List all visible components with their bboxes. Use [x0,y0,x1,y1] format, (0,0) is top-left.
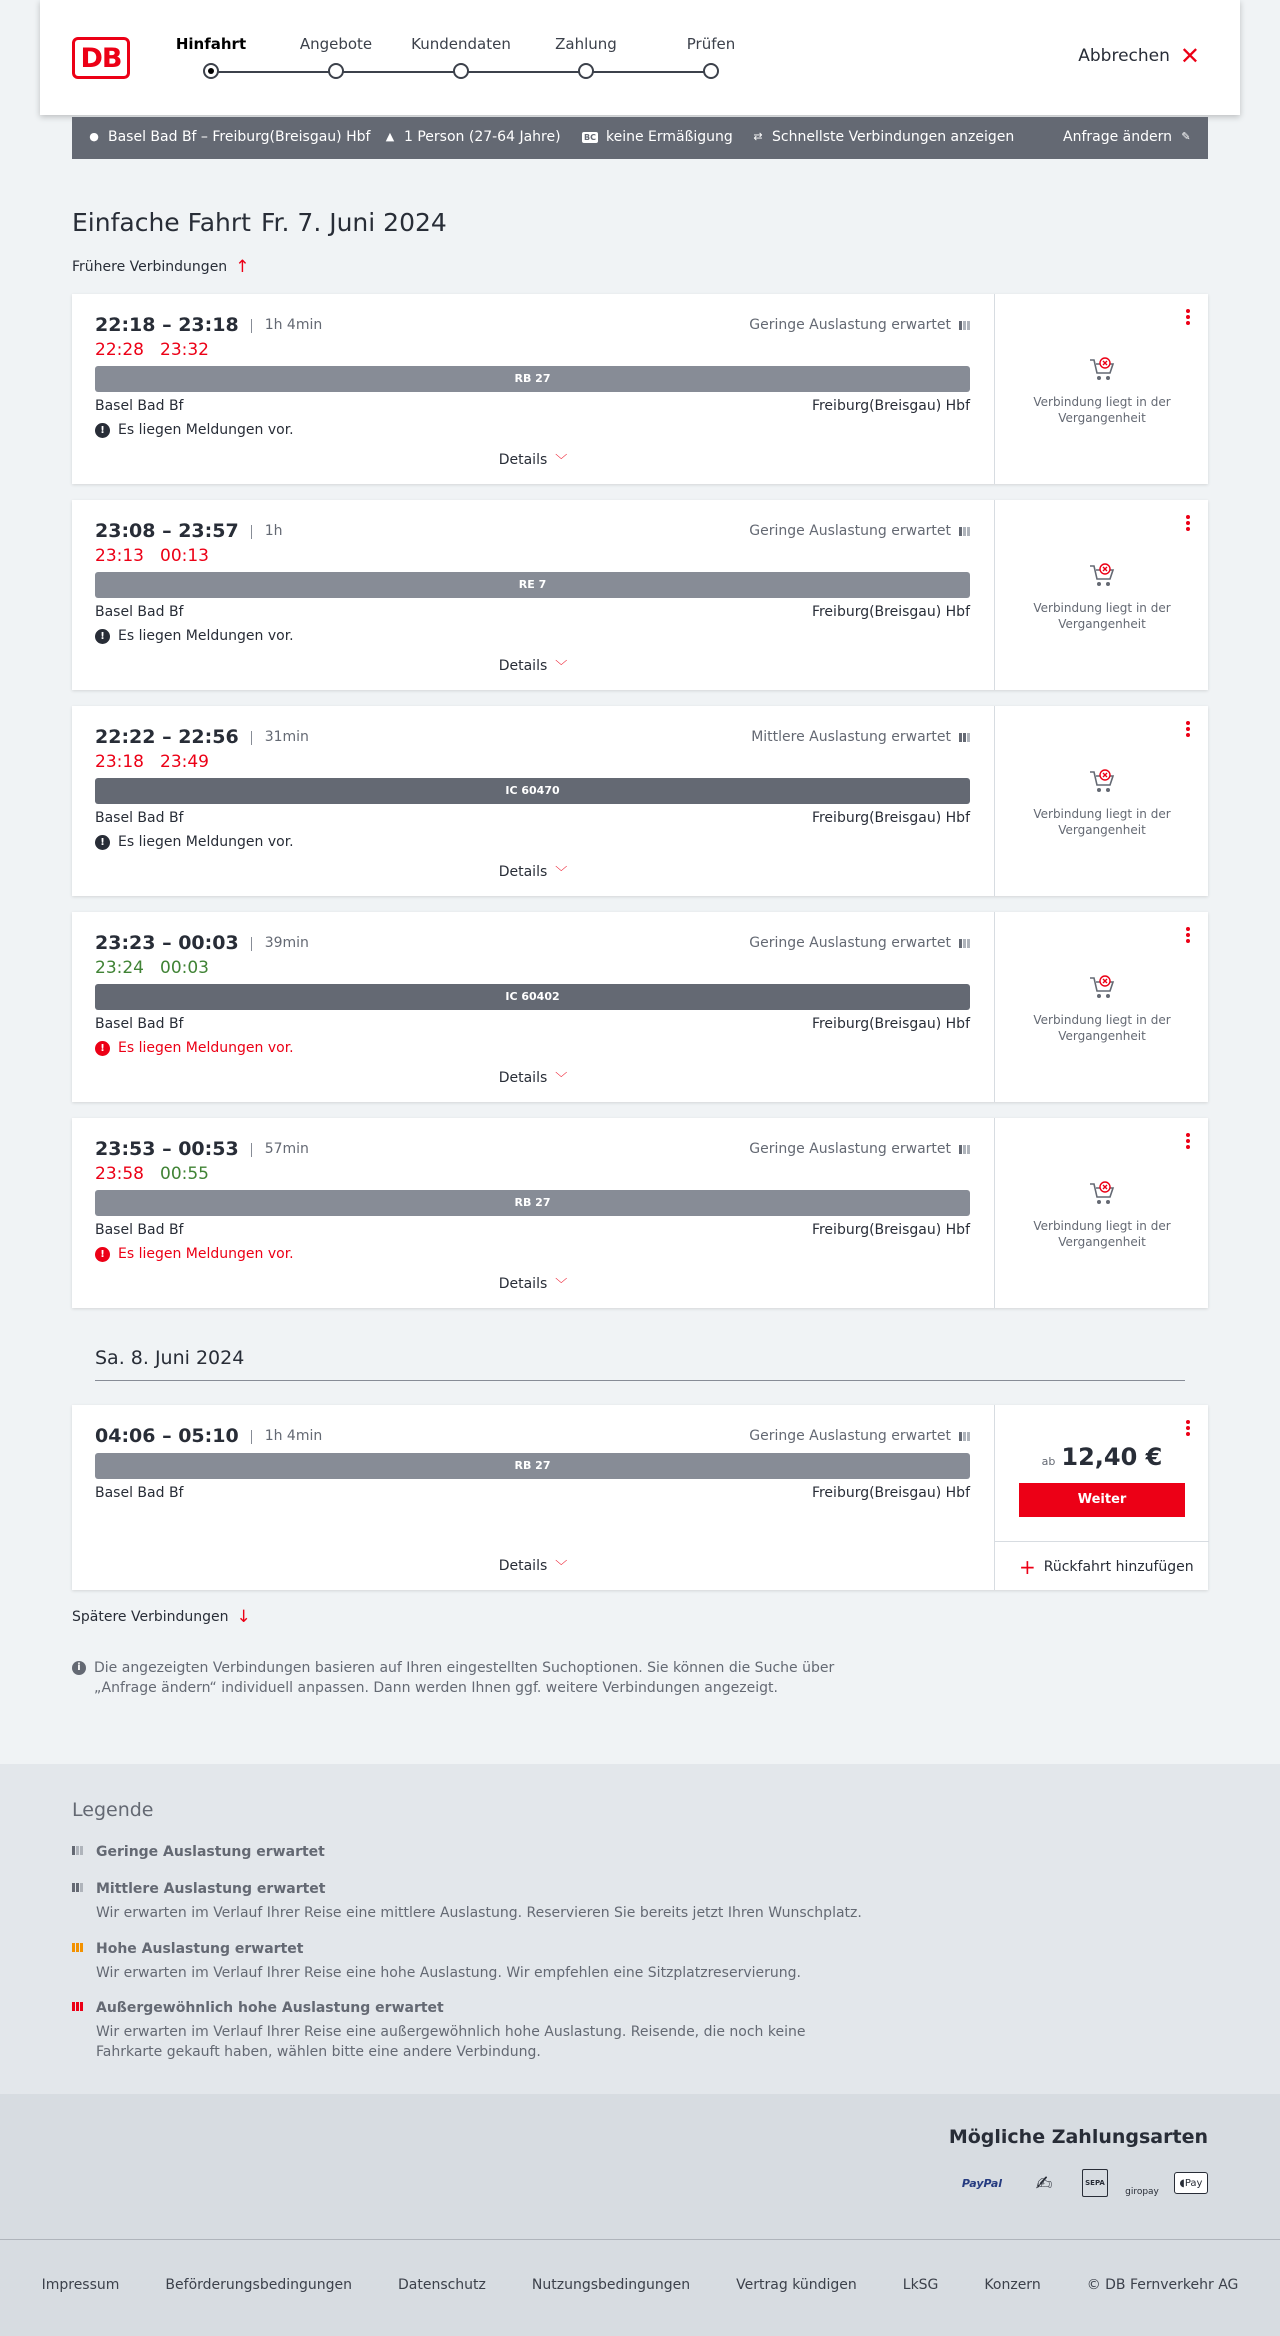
notice-text: Es liegen Meldungen vor. [118,834,294,850]
details-toggle[interactable] [72,1069,994,1086]
notice-message[interactable] [95,1040,294,1056]
realtime-arrival: 23:32 [160,340,209,360]
more-options-icon[interactable] [1182,515,1194,533]
notice-message[interactable] [95,628,294,644]
low-load-icon [959,527,970,536]
duration: 39min [251,935,309,951]
connection-info [72,1405,994,1590]
arrival-station: Freiburg(Breisgau) Hbf [811,1016,970,1032]
apple-icon: ◖ [1179,2177,1185,2189]
earlier-connections-link[interactable] [72,257,249,277]
legend-item-title: Hohe Auslastung erwartet [96,1941,304,1957]
train-bar[interactable]: IC 60470 [95,778,970,804]
departure-station: Basel Bad Bf [95,1016,184,1032]
footer-links [0,2277,1280,2293]
step-zahlung: Zahlung [555,35,617,53]
legend-item-title: Geringe Auslastung erwartet [96,1844,325,1860]
discount-info [582,129,733,145]
connection-times [95,520,282,542]
load-indicator [749,523,970,539]
high-load-icon [72,1943,83,1952]
connection-info [72,912,994,1102]
connection-card[interactable] [72,500,1208,690]
connection-times [95,932,309,954]
day-separator: Sa. 8. Juni 2024 [95,1347,245,1369]
chevron-down-icon: ﹀ [555,1071,568,1085]
add-return-label: Rückfahrt hinzufügen [1043,1559,1194,1575]
load-text: Geringe Auslastung erwartet [749,317,951,333]
step-hinfahrt: Hinfahrt [175,35,247,53]
more-options-icon[interactable] [1182,1133,1194,1151]
apple-pay-label: Pay [1184,2177,1203,2189]
low-load-icon [959,1432,970,1441]
route-info [88,129,370,145]
arrival-station: Freiburg(Breisgau) Hbf [811,604,970,620]
fastest-toggle[interactable] [752,129,1014,145]
connection-card[interactable] [72,912,1208,1102]
details-toggle[interactable] [72,863,994,880]
details-label: Details [498,864,548,880]
train-bar[interactable]: RE 7 [95,572,970,598]
giropay-icon: giropay [1125,2187,1159,2197]
departure-station: Basel Bad Bf [95,1485,184,1501]
past-connection-status [995,766,1209,838]
person-icon: ▲ [385,130,395,143]
arrival-station: Freiburg(Breisgau) Hbf [811,398,970,414]
load-text: Geringe Auslastung erwartet [749,1141,951,1157]
persons-text: 1 Person (27-64 Jahre) [404,129,561,145]
load-text: Geringe Auslastung erwartet [749,1428,951,1444]
realtime-departure: 23:24 [95,958,144,978]
persons-info [384,129,561,145]
load-text: Mittlere Auslastung erwartet [751,729,951,745]
step-dot-kundendaten [453,63,469,79]
search-summary-bar [72,117,1208,159]
offer-panel [994,1405,1208,1590]
load-indicator [749,935,970,951]
bahncard-icon: BC [584,132,596,142]
details-label: Details [498,1070,548,1086]
chevron-down-icon: ﹀ [555,1559,568,1573]
fastest-text: Schnellste Verbindungen anzeigen [772,129,1015,145]
legend-item-desc: Wir erwarten im Verlauf Ihrer Reise eine hohe Auslastung. Wir empfehlen eine Sitzplatzreservierung. [96,1965,801,1981]
legend-item-title: Außergewöhnlich hohe Auslastung erwartet [96,2000,444,2016]
notice-text: Es liegen Meldungen vor. [118,422,294,438]
connection-times [95,1138,309,1160]
planned-times: 23:08 – 23:57 [95,520,239,542]
past-connection-status [995,354,1209,426]
discount-text: keine Ermäßigung [605,129,733,145]
offer-panel [994,500,1208,690]
departure-station: Basel Bad Bf [95,604,184,620]
load-indicator [749,1141,970,1157]
connection-info [72,294,994,484]
notice-message[interactable] [95,834,294,850]
more-options-icon[interactable] [1182,721,1194,739]
footer [0,2239,1280,2336]
legend-item-high [72,1941,872,1983]
header [40,0,1240,115]
chevron-down-icon: ﹀ [555,865,568,879]
realtime-arrival: 23:49 [160,752,209,772]
legend-item-low [72,1844,872,1860]
train-bar[interactable]: RB 27 [95,366,970,392]
cart-unavailable-icon [1087,766,1117,796]
duration: 57min [251,1141,309,1157]
later-connections-link[interactable] [72,1607,251,1627]
low-load-icon [959,939,970,948]
arrow-up-icon: ↑ [235,257,250,277]
chevron-down-icon: ﹀ [555,659,568,673]
details-label: Details [498,1558,548,1574]
change-request-button[interactable] [1063,129,1192,145]
payment-methods-section [0,2094,1280,2239]
past-connection-status [995,560,1209,632]
legend-item-medium [72,1881,872,1923]
notice-message[interactable] [95,1246,294,1262]
status-text: Verbindung liegt in der Vergangenheit [1033,1219,1171,1249]
arrow-down-icon: ↓ [236,1607,251,1627]
alert-icon: ! [95,1041,110,1056]
more-options-icon[interactable] [1182,927,1194,945]
footer-link-konzern[interactable]: Konzern [984,2277,1041,2293]
realtime-arrival: 00:55 [160,1164,209,1184]
day-divider [95,1380,1185,1381]
connection-info [72,500,994,690]
step-dot-angebote [328,63,344,79]
details-toggle[interactable] [72,1275,994,1292]
connection-times [95,726,309,748]
cart-unavailable-icon [1087,972,1117,1002]
realtime-departure: 23:58 [95,1164,144,1184]
details-label: Details [498,1276,548,1292]
direct-debit-icon: ✍ [1035,2171,1053,2195]
alert-icon: ! [95,1247,110,1262]
connection-card[interactable] [72,1118,1208,1308]
connection-times [95,314,322,336]
status-text: Verbindung liegt in der Vergangenheit [1033,395,1171,425]
connection-info [72,706,994,896]
medium-load-icon [959,733,970,742]
past-connection-status [995,1178,1209,1250]
legend-section [0,1764,1280,2094]
db-logo[interactable]: DB [72,37,130,79]
cart-unavailable-icon [1087,354,1117,384]
add-return-trip-button[interactable] [1019,1555,1194,1579]
arrival-station: Freiburg(Breisgau) Hbf [811,1222,970,1238]
realtime-arrival: 00:13 [160,546,209,566]
swap-arrows-icon: ⇄ [753,130,763,143]
departure-station: Basel Bad Bf [95,810,184,826]
plus-icon: + [1019,1555,1036,1579]
pencil-icon: ✎ [1181,130,1191,143]
load-indicator [751,729,970,745]
legend-title: Legende [72,1799,154,1821]
continue-button[interactable]: Weiter [1019,1483,1185,1517]
connection-card[interactable] [72,1405,1208,1590]
load-indicator [749,317,970,333]
connection-times [95,1425,322,1447]
status-text: Verbindung liegt in der Vergangenheit [1033,1013,1171,1043]
legend-item-desc: Wir erwarten im Verlauf Ihrer Reise eine mittlere Auslastung. Reservieren Sie bereits jetzt Ihren Wunschplatz. [96,1905,862,1921]
earlier-label: Frühere Verbindungen [72,259,228,275]
cancel-label: Abbrechen [1078,46,1170,66]
offer-panel [994,1118,1208,1308]
planned-times: 23:53 – 00:53 [95,1138,239,1160]
more-options-icon[interactable] [1182,1420,1194,1438]
close-icon: ✕ [1179,42,1200,70]
load-text: Geringe Auslastung erwartet [749,935,951,951]
step-angebote: Angebote [299,35,373,53]
note-text: Die angezeigten Verbindungen basieren auf Ihren eingestellten Suchoptionen. Sie können die Suche über „Anfrage ändern“ individuell anpassen. Dann werden Ihnen ggf. weitere Verbindungen angezeigt. [94,1660,835,1696]
search-options-note [72,1658,872,1698]
details-label: Details [498,658,548,674]
cart-unavailable-icon [1087,560,1117,590]
duration: 1h 4min [251,1428,323,1444]
departure-station: Basel Bad Bf [95,398,184,414]
paypal-icon: PayPal [961,2176,1003,2190]
payment-title: Mögliche Zahlungsarten [948,2126,1208,2148]
alert-icon: ! [95,423,110,438]
footer-link-impressum[interactable]: Impressum [41,2277,120,2293]
chevron-down-icon: ﹀ [555,1277,568,1291]
connection-info [72,1118,994,1308]
footer-link-vertrag-kuendigen[interactable]: Vertrag kündigen [736,2277,857,2293]
past-connection-status [995,972,1209,1044]
notice-text: Es liegen Meldungen vor. [118,628,294,644]
step-dot-pruefen [703,63,719,79]
legend-item-title: Mittlere Auslastung erwartet [96,1881,326,1897]
price [995,1443,1209,1471]
cancel-button[interactable] [1078,42,1200,70]
arrival-station: Freiburg(Breisgau) Hbf [811,1485,970,1501]
planned-times: 23:23 – 00:03 [95,932,239,954]
train-bar[interactable]: RB 27 [95,1190,970,1216]
load-indicator [749,1428,970,1444]
connection-card[interactable] [72,706,1208,896]
planned-times: 04:06 – 05:10 [95,1425,239,1447]
footer-link-nutzungsbedingungen[interactable]: Nutzungsbedingungen [531,2277,691,2293]
step-dot-zahlung [578,63,594,79]
very-high-load-icon [72,2002,83,2011]
offer-panel [994,706,1208,896]
low-load-icon [959,321,970,330]
offer-panel [994,294,1208,484]
more-options-icon[interactable] [1182,309,1194,327]
price-prefix: ab [1041,1455,1056,1468]
planned-times: 22:18 – 23:18 [95,314,239,336]
legend-item-desc: Wir erwarten im Verlauf Ihrer Reise eine außergewöhnlich hohe Auslastung. Reisende, die noch keine Fahrkarte gekauft haben, wählen bitte eine andere Verbindung. [96,2024,806,2060]
apple-pay-icon [1174,2172,1208,2194]
alert-icon: ! [95,835,110,850]
sepa-icon: SEPA [1082,2169,1108,2197]
footer-copyright: © DB Fernverkehr AG [1086,2277,1239,2293]
info-icon: i [72,1661,86,1675]
duration: 1h 4min [251,317,323,333]
medium-load-icon [72,1883,83,1892]
low-load-icon [72,1846,83,1855]
connection-card[interactable] [72,294,1208,484]
price-value: 12,40 € [1061,1443,1163,1471]
low-load-icon [959,1145,970,1154]
later-label: Spätere Verbindungen [72,1609,229,1625]
details-toggle[interactable] [72,1557,994,1574]
trip-date: Fr. 7. Juni 2024 [260,208,447,237]
realtime-arrival: 00:03 [160,958,209,978]
notice-text: Es liegen Meldungen vor. [118,1040,294,1056]
arrival-station: Freiburg(Breisgau) Hbf [811,810,970,826]
footer-link-befoerderungsbedingungen[interactable]: Beförderungsbedingungen [165,2277,352,2293]
route-text: Basel Bad Bf – Freiburg(Breisgau) Hbf [108,129,371,145]
trip-type: Einfache Fahrt [72,208,251,237]
details-label: Details [498,452,548,468]
notice-text: Es liegen Meldungen vor. [118,1246,294,1262]
notice-message[interactable] [95,422,294,438]
location-pin-icon: ● [89,130,99,143]
footer-link-datenschutz[interactable]: Datenschutz [397,2277,486,2293]
train-bar[interactable]: IC 60402 [95,984,970,1010]
change-request-label: Anfrage ändern [1063,129,1172,145]
chevron-down-icon: ﹀ [555,453,568,467]
step-dot-hinfahrt [203,63,219,79]
page-title [72,208,447,237]
footer-link-lksg[interactable]: LkSG [902,2277,939,2293]
legend-item-very-high [72,2000,872,2062]
step-kundendaten: Kundendaten [411,35,511,53]
duration: 31min [251,729,309,745]
duration: 1h [251,523,283,539]
alert-icon: ! [95,629,110,644]
offer-panel [994,912,1208,1102]
train-bar[interactable]: RB 27 [95,1453,970,1479]
realtime-departure: 23:13 [95,546,144,566]
cart-unavailable-icon [1087,1178,1117,1208]
divider [995,1541,1209,1542]
departure-station: Basel Bad Bf [95,1222,184,1238]
planned-times: 22:22 – 22:56 [95,726,239,748]
load-text: Geringe Auslastung erwartet [749,523,951,539]
details-toggle[interactable] [72,451,994,468]
step-pruefen: Prüfen [686,35,736,53]
realtime-departure: 22:28 [95,340,144,360]
status-text: Verbindung liegt in der Vergangenheit [1033,601,1171,631]
details-toggle[interactable] [72,657,994,674]
status-text: Verbindung liegt in der Vergangenheit [1033,807,1171,837]
realtime-departure: 23:18 [95,752,144,772]
